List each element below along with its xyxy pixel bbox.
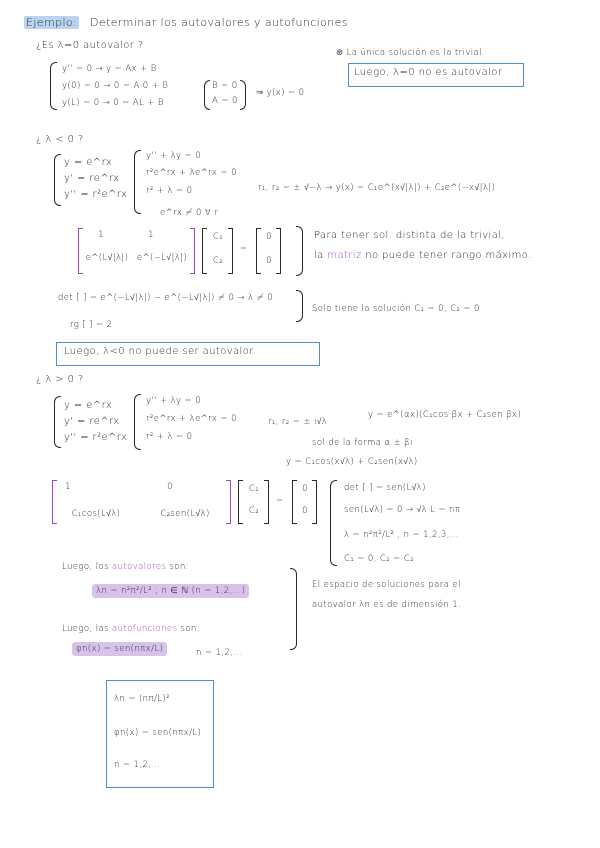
neg-sys-2: y' = re^rx <box>64 173 120 184</box>
solution-brace <box>204 80 210 110</box>
zero-vector-left-bracket <box>256 228 261 274</box>
neg-note-2: la matriz no puede tener rango máximo. <box>314 250 532 261</box>
page-title: Determinar los autovalores y autofunciones <box>90 16 348 29</box>
pos-form-note: sol de la forma α ± βi <box>312 438 413 448</box>
neg-rank: rg [ ] = 2 <box>70 320 113 330</box>
zero-vector-right-bracket <box>312 480 317 524</box>
pos-sys-2: y' = re^rx <box>64 416 120 427</box>
dimension-brace <box>290 568 297 650</box>
zero-eq-2: y(0) = 0 → 0 = A·0 + B <box>62 81 169 91</box>
question-lambda-positive: ¿ λ > 0 ? <box>36 374 84 385</box>
pos-det-1: det [ ] = sen(L√λ) <box>344 483 426 493</box>
eigenfunctions-heading: Luego, las autofunciones son: <box>62 624 200 634</box>
neg-roots: r₁, r₂ = ± √−λ → y(x) = C₁e^(x√|λ|) + C₂e^(−x√|λ|) <box>258 183 496 193</box>
neg-eq-2: r²e^rx + λe^rx = 0 <box>146 168 237 178</box>
eigenfunctions-n: n = 1,2,… <box>196 648 243 658</box>
zero-vector-right-bracket <box>276 228 281 274</box>
summary-eigenfunction: φn(x) = sen(nπx/L) <box>114 728 202 738</box>
pos-det-3: λ = n²π²/L² , n = 1,2,3,… <box>344 530 459 540</box>
equation-brace <box>134 150 141 214</box>
equals-sign: = <box>276 496 284 506</box>
solution-brace-right <box>240 80 246 110</box>
neg-det-note: Solo tiene la solución C₁ = 0, C₂ = 0 <box>312 304 480 314</box>
neg-sys-1: y = e^rx <box>64 157 113 168</box>
header-tag: Ejemplo: <box>26 16 78 29</box>
pos-roots: r₁, r₂ = ± i√λ <box>268 417 328 427</box>
vector-cell: C₂ <box>248 506 260 516</box>
pos-det-2: sen(L√λ) = 0 → √λ L = nπ <box>344 505 461 515</box>
summary-n: n = 1,2,… <box>114 760 161 770</box>
det-brace <box>330 480 337 566</box>
neg-sys-3: y'' = r²e^rx <box>64 189 128 200</box>
system-brace <box>54 154 61 206</box>
question-lambda-negative: ¿ λ < 0 ? <box>36 134 84 145</box>
circled-star-icon: ⊛ <box>336 48 347 58</box>
zero-sol-1: B = 0 <box>212 81 238 91</box>
zero-eq-1: y'' = 0 → y = Ax + B <box>62 64 157 74</box>
matrix-cell: C₂sen(L√λ) <box>160 509 210 519</box>
vector-cell: 0 <box>302 484 308 494</box>
zero-eq-3: y(L) = 0 → 0 = AL + B <box>62 98 164 108</box>
pos-eq-2: r²e^rx + λe^rx = 0 <box>146 414 237 424</box>
matrix-cell: 1 <box>98 230 104 240</box>
vector-left-bracket <box>202 228 207 274</box>
matrix-cell: e^(−L√|λ|) <box>136 253 188 263</box>
eigenvalues-heading: Luego, los autovalores son: <box>62 562 189 572</box>
question-lambda-zero: ¿Es λ=0 autovalor ? <box>36 40 144 51</box>
note-brace <box>296 226 303 276</box>
neg-eq-1: y'' + λy = 0 <box>146 151 202 161</box>
eigenfunctions-formula: φn(x) = sen(nπx/L) <box>72 644 167 654</box>
zero-vector-left-bracket <box>292 480 297 524</box>
zero-sol-2: A = 0 <box>212 96 238 106</box>
zero-note: ⊛ La única solución es la trivial. <box>336 48 485 58</box>
det-note-brace <box>296 290 303 322</box>
matrix-cell: 1 <box>148 230 154 240</box>
pos-det-4: C₁ = 0, C₂ = C₂ <box>344 554 414 564</box>
matrix-cell: e^(L√|λ|) <box>85 253 129 263</box>
matrix-left-bracket <box>78 228 83 274</box>
neg-note-1: Para tener sol. distinta de la trivial, <box>314 230 506 241</box>
vector-right-bracket <box>228 228 233 274</box>
eigenvalues-formula: λn = n²π²/L² ; n ∈ ℕ (n = 1,2,…) <box>92 586 249 596</box>
pos-sys-1: y = e^rx <box>64 400 113 411</box>
neg-eq-4: e^rx ≠ 0 ∀ r <box>160 208 219 218</box>
vector-cell: 0 <box>302 506 308 516</box>
neg-determinant: det [ ] = e^(−L√|λ|) − e^(−L√|λ|) ≠ 0 → λ ≠ 0 <box>58 293 273 303</box>
zero-result: ⇒ y(x) = 0 <box>256 88 305 98</box>
vector-cell: C₁ <box>248 484 260 494</box>
pos-eq-1: y'' + λy = 0 <box>146 396 202 406</box>
matrix-right-bracket <box>190 228 195 274</box>
system-brace <box>54 396 61 448</box>
matrix-right-bracket <box>226 480 231 524</box>
neg-conclusion: Luego, λ<0 no puede ser autovalor. <box>64 346 257 357</box>
equals-sign: = <box>240 244 248 254</box>
vector-left-bracket <box>238 480 243 524</box>
equation-brace <box>134 394 141 450</box>
matrix-cell: 1 <box>65 482 71 492</box>
vector-cell: 0 <box>266 256 272 266</box>
dimension-note-2: autovalor λn es de dimensión 1. <box>312 600 462 610</box>
neg-eq-3: r² + λ = 0 <box>146 186 193 196</box>
pos-y-solution: y = C₁cos(x√λ) + C₂sen(x√λ) <box>286 457 418 467</box>
summary-eigenvalue: λn = (nπ/L)² <box>114 694 170 704</box>
matrix-cell: C₁cos(L√λ) <box>71 509 121 519</box>
system-brace <box>50 62 57 110</box>
pos-sys-3: y'' = r²e^rx <box>64 432 128 443</box>
vector-cell: C₁ <box>212 232 224 242</box>
vector-cell: 0 <box>266 232 272 242</box>
vector-cell: C₂ <box>212 256 224 266</box>
matrix-cell: 0 <box>167 482 173 492</box>
vector-right-bracket <box>264 480 269 524</box>
zero-conclusion: Luego, λ=0 no es autovalor <box>354 67 503 78</box>
matrix-left-bracket <box>52 480 57 524</box>
pos-eq-3: r² + λ = 0 <box>146 432 193 442</box>
dimension-note-1: El espacio de soluciones para el <box>312 580 461 590</box>
pos-general-solution: y = e^(αx)(C₁cos βx + C₂sen βx) <box>368 410 522 420</box>
